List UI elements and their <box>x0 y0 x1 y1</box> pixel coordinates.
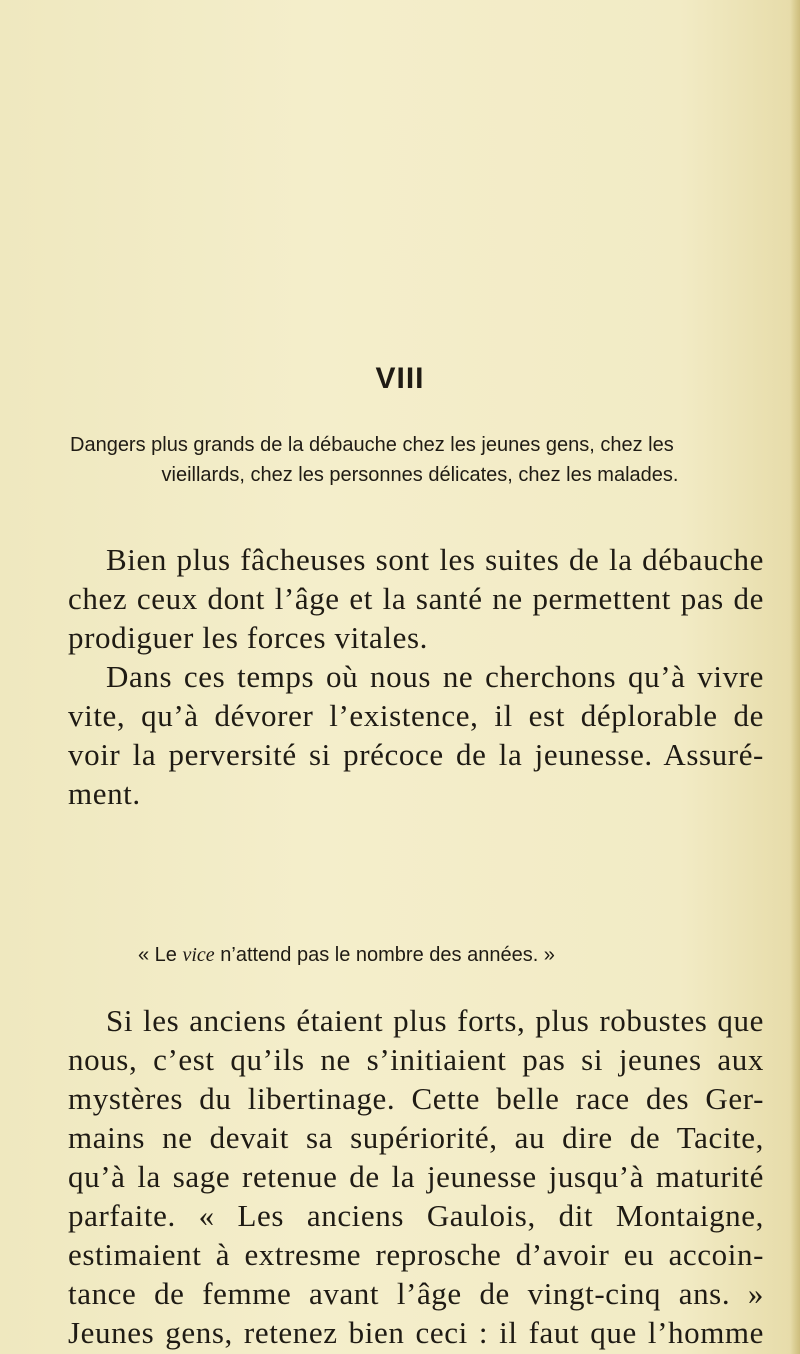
page-edge <box>790 0 800 1354</box>
paragraph-3-line: nous, c’est qu’ils ne s’initiaient pas si jeunes aux <box>68 1042 764 1077</box>
body-text-lower <box>68 1001 764 1352</box>
chapter-number: VIII <box>375 362 425 395</box>
quotation <box>138 944 555 967</box>
summary-line: Dangers plus grands de la débauche chez les jeunes gens, chez les <box>70 434 674 456</box>
paragraph-2-line: Dans ces temps où nous ne cherchons qu’à vivre <box>106 659 764 694</box>
paragraph-2-line: vite, qu’à dévorer l’existence, il est déplorable de <box>68 698 764 733</box>
paragraph-3-line: Si les anciens étaient plus forts, plus robustes que <box>106 1003 764 1038</box>
paragraph-3-line: qu’à la sage retenue de la jeunesse jusqu’à maturité <box>68 1159 764 1194</box>
paragraph-3-line: estimaient à extresme reprosche d’avoir eu accoin- <box>68 1237 764 1272</box>
summary-line: vieillards, chez les personnes délicates, chez les malades. <box>161 464 679 486</box>
paragraph-2-line: ment. <box>68 776 141 811</box>
paragraph-1-line: Bien plus fâcheuses sont les suites de la débauche <box>106 542 764 577</box>
body-text-upper <box>68 540 764 813</box>
quote-emphasis: vice <box>182 944 215 966</box>
paragraph-3-line: tance de femme avant l’âge de vingt-cinq ans. » <box>68 1276 764 1311</box>
paragraph-3-line: parfaite. « Les anciens Gaulois, dit Montaigne, <box>68 1198 764 1233</box>
paragraph-3-line: mystères du libertinage. Cette belle race des Ger- <box>68 1081 764 1116</box>
quote-rest: n’attend pas le nombre des années. » <box>220 944 555 966</box>
paragraph-1-line: chez ceux dont l’âge et la santé ne permettent pas de <box>68 581 764 616</box>
paragraph-3-line: mains ne devait sa supériorité, au dire de Tacite, <box>68 1120 764 1155</box>
paragraph-1-line: prodiguer les forces vitales. <box>68 620 429 655</box>
quote-open: « Le <box>138 944 177 966</box>
chapter-summary <box>70 430 770 490</box>
paragraph-2-line: voir la perversité si précoce de la jeunesse. Assuré- <box>68 737 764 772</box>
paragraph-3-line: Jeunes gens, retenez bien ceci : il faut que l’homme <box>68 1315 764 1350</box>
